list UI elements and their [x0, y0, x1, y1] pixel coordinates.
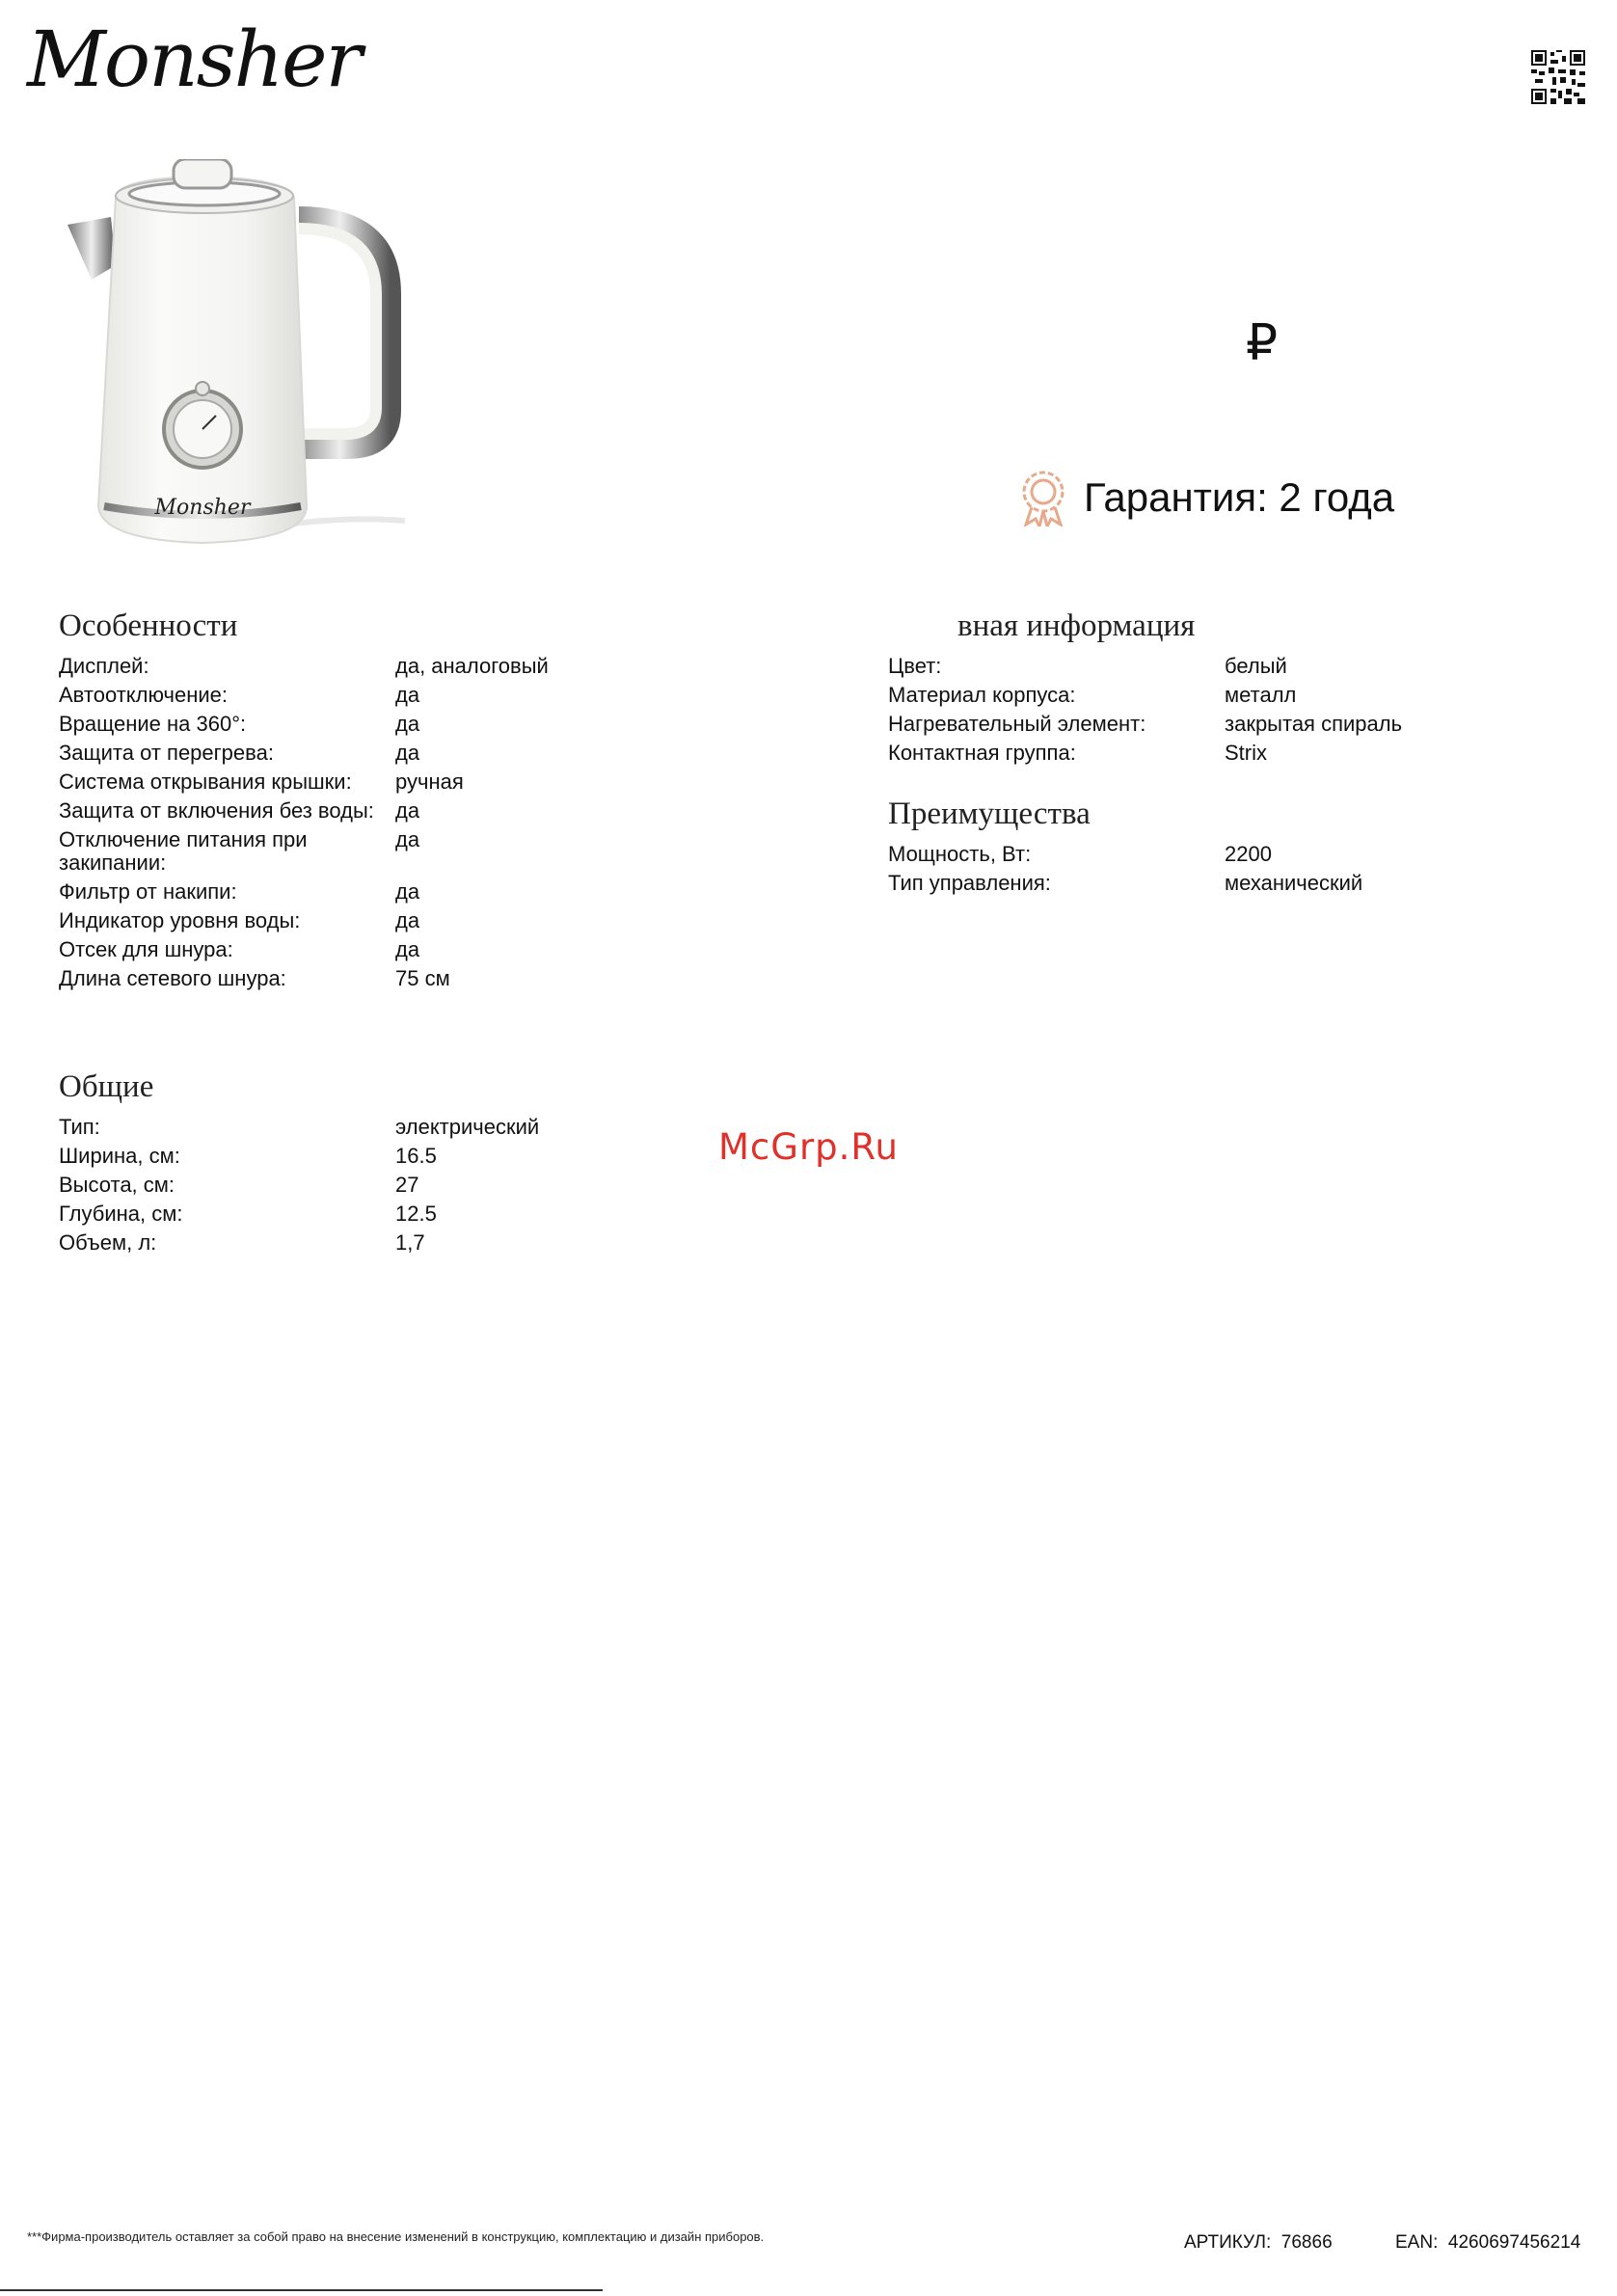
table-row [59, 655, 549, 684]
table-row [888, 713, 1402, 742]
spec-value: 16.5 [395, 1144, 437, 1168]
warranty-text: Гарантия: 2 года [1084, 474, 1395, 520]
watermark: McGrp.Ru [718, 1126, 899, 1168]
advantages-table [888, 843, 1362, 901]
spec-value: металл [1225, 683, 1297, 707]
spec-label: Цвет: [888, 654, 942, 678]
spec-value: да, аналоговый [395, 654, 549, 678]
main-info-table [888, 655, 1402, 770]
table-row [59, 938, 549, 967]
spec-label: Нагревательный элемент: [888, 712, 1146, 736]
table-row [59, 1231, 539, 1260]
spec-label: Тип: [59, 1115, 100, 1139]
footer-article [1184, 2232, 1333, 2254]
table-row [888, 742, 1402, 770]
section-title-advantages: Преимущества [888, 797, 1091, 831]
spec-label: Мощность, Вт: [888, 842, 1032, 866]
section-title-features: Особенности [59, 608, 238, 643]
spec-value: 1,7 [395, 1230, 425, 1255]
spec-label: Высота, см: [59, 1173, 175, 1197]
spec-value: да [395, 683, 420, 707]
footer-disclaimer: ***Фирма-производитель оставляет за собой право на внесение изменений в конструкцию, комплектацию и дизайн приборов. [27, 2229, 765, 2244]
spec-value: Strix [1225, 741, 1267, 765]
kettle-image [58, 159, 415, 564]
spec-label: Дисплей: [59, 654, 149, 678]
spec-value: да [395, 712, 420, 736]
spec-value: да [395, 798, 420, 823]
spec-label: Фильтр от накипи: [59, 879, 237, 904]
brand-logo: Monsher [27, 14, 361, 104]
spec-value: механический [1225, 871, 1363, 895]
award-ribbon-icon [1018, 469, 1068, 527]
spec-label: Отключение питания при закипании: [59, 827, 308, 875]
table-row [59, 1174, 539, 1202]
spec-label: Контактная группа: [888, 741, 1076, 765]
table-row [59, 909, 549, 938]
warranty-block [1018, 469, 1394, 527]
qr-code-icon [1531, 50, 1585, 104]
spec-label: Ширина, см: [59, 1144, 180, 1168]
spec-value: белый [1225, 654, 1287, 678]
spec-value: да [395, 937, 420, 961]
spec-value: да [395, 741, 420, 765]
article-label: АРТИКУЛ: [1184, 2232, 1272, 2253]
spec-value: 75 см [395, 966, 450, 990]
spec-value: ручная [395, 770, 464, 794]
spec-value: 12.5 [395, 1202, 437, 1226]
spec-label: Защита от перегрева: [59, 741, 274, 765]
spec-label: Тип управления: [888, 871, 1051, 895]
table-row [59, 828, 549, 880]
ean-label: EAN: [1395, 2232, 1439, 2253]
general-table [59, 1116, 539, 1260]
spec-label: Защита от включения без воды: [59, 798, 374, 823]
spec-label: Вращение на 360°: [59, 712, 247, 736]
ean-value: 4260697456214 [1447, 2232, 1581, 2253]
svg-text:Monsher: Monsher [154, 496, 251, 520]
spec-value: электрический [395, 1115, 540, 1139]
spec-label: Объем, л: [59, 1230, 157, 1255]
table-row [59, 1202, 539, 1231]
footer-ean [1395, 2232, 1580, 2254]
spec-label: Автоотключение: [59, 683, 228, 707]
spec-value: да [395, 827, 420, 851]
table-row [59, 713, 549, 742]
table-row [59, 684, 549, 713]
section-title-main-info: вная информация [957, 608, 1196, 643]
table-row [59, 799, 549, 828]
table-row [888, 655, 1402, 684]
article-value: 76866 [1280, 2232, 1333, 2253]
table-row [888, 872, 1362, 901]
table-row [59, 880, 549, 909]
section-title-general: Общие [59, 1069, 154, 1104]
bottom-divider [0, 2289, 603, 2291]
spec-value: закрытая спираль [1225, 712, 1403, 736]
price-currency: ₽ [1246, 314, 1279, 372]
table-row [59, 967, 549, 996]
spec-value: да [395, 908, 420, 932]
features-table [59, 655, 549, 996]
spec-label: Материал корпуса: [888, 683, 1076, 707]
spec-label: Глубина, см: [59, 1202, 183, 1226]
spec-value: да [395, 879, 420, 904]
spec-label: Отсек для шнура: [59, 937, 233, 961]
table-row [59, 1116, 539, 1145]
table-row [59, 1145, 539, 1174]
table-row [888, 843, 1362, 872]
spec-value: 2200 [1225, 842, 1272, 866]
spec-value: 27 [395, 1173, 419, 1197]
table-row [59, 770, 549, 799]
table-row [888, 684, 1402, 713]
table-row [59, 742, 549, 770]
spec-label: Система открывания крышки: [59, 770, 352, 794]
spec-label: Индикатор уровня воды: [59, 908, 301, 932]
spec-label: Длина сетевого шнура: [59, 966, 286, 990]
